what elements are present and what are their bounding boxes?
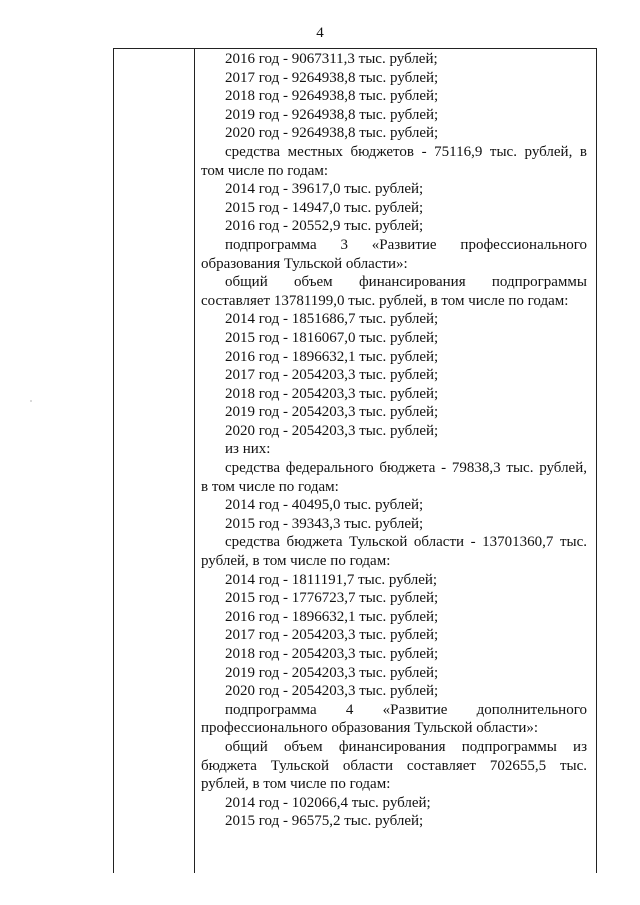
text-line: 2014 год - 102066,4 тыс. рублей;	[225, 794, 431, 811]
text-line: общий объем финансирования подпрограммы из	[225, 738, 587, 755]
column-divider	[194, 48, 195, 873]
text-line: 2015 год - 39343,3 тыс. рублей;	[225, 515, 424, 532]
text-line: 2019 год - 9264938,8 тыс. рублей;	[225, 106, 439, 123]
text-line: рублей, в том числе по годам:	[201, 553, 391, 570]
scan-speck	[30, 400, 32, 402]
text-line: общий объем финансирования подпрограммы	[225, 274, 587, 291]
text-line: 2016 год - 20552,9 тыс. рублей;	[225, 218, 424, 235]
text-line: средства федерального бюджета - 79838,3 тыс. рублей,	[225, 460, 587, 477]
text-line: 2019 год - 2054203,3 тыс. рублей;	[225, 664, 439, 681]
text-line: 2016 год - 1896632,1 тыс. рублей;	[225, 348, 439, 365]
text-line: средства местных бюджетов - 75116,9 тыс. рублей, в	[225, 143, 587, 160]
text-line: 2019 год - 2054203,3 тыс. рублей;	[225, 404, 439, 421]
table-text-cell	[201, 50, 587, 831]
text-line: бюджета Тульской области составляет 702655,5 тыс.	[201, 757, 587, 774]
text-line: средства бюджета Тульской области - 13701360,7 тыс.	[225, 534, 587, 551]
text-line: 2015 год - 1776723,7 тыс. рублей;	[225, 590, 439, 607]
text-line: том числе по годам:	[201, 162, 329, 179]
text-line: в том числе по годам:	[201, 478, 339, 495]
text-line: 2020 год - 2054203,3 тыс. рублей;	[225, 422, 439, 439]
text-line: 2014 год - 1851686,7 тыс. рублей;	[225, 311, 439, 328]
text-line: 2015 год - 14947,0 тыс. рублей;	[225, 199, 424, 216]
text-line: подпрограмма 4 «Развитие дополнительного	[225, 701, 587, 718]
text-line: 2016 год - 9067311,3 тыс. рублей;	[225, 51, 438, 67]
text-line: 2015 год - 96575,2 тыс. рублей;	[225, 813, 424, 830]
text-line: 2016 год - 1896632,1 тыс. рублей;	[225, 608, 439, 625]
text-line: 2014 год - 39617,0 тыс. рублей;	[225, 181, 424, 198]
page-number: 4	[316, 25, 324, 41]
text-line: 2018 год - 2054203,3 тыс. рублей;	[225, 385, 439, 402]
text-line: составляет 13781199,0 тыс. рублей, в том числе по годам:	[201, 292, 569, 309]
text-line: 2020 год - 9264938,8 тыс. рублей;	[225, 125, 439, 142]
text-line: рублей, в том числе по годам:	[201, 776, 391, 793]
text-line: 2017 год - 2054203,3 тыс. рублей;	[225, 367, 439, 384]
text-line: 2018 год - 2054203,3 тыс. рублей;	[225, 646, 439, 662]
text-line: 2017 год - 9264938,8 тыс. рублей;	[225, 69, 439, 86]
text-line: 2017 год - 2054203,3 тыс. рублей;	[225, 627, 439, 644]
text-line: 2020 год - 2054203,3 тыс. рублей;	[225, 683, 439, 700]
text-line: 2015 год - 1816067,0 тыс. рублей;	[225, 329, 439, 346]
text-line: профессионального образования Тульской области»:	[201, 720, 539, 737]
text-line: подпрограмма 3 «Развитие профессионального	[225, 236, 587, 253]
text-line: 2018 год - 9264938,8 тыс. рублей;	[225, 88, 439, 105]
text-line: из них:	[225, 441, 271, 458]
text-line: 2014 год - 1811191,7 тыс. рублей;	[225, 571, 438, 588]
text-line: 2014 год - 40495,0 тыс. рублей;	[225, 497, 424, 514]
text-line: образования Тульской области»:	[201, 255, 408, 272]
